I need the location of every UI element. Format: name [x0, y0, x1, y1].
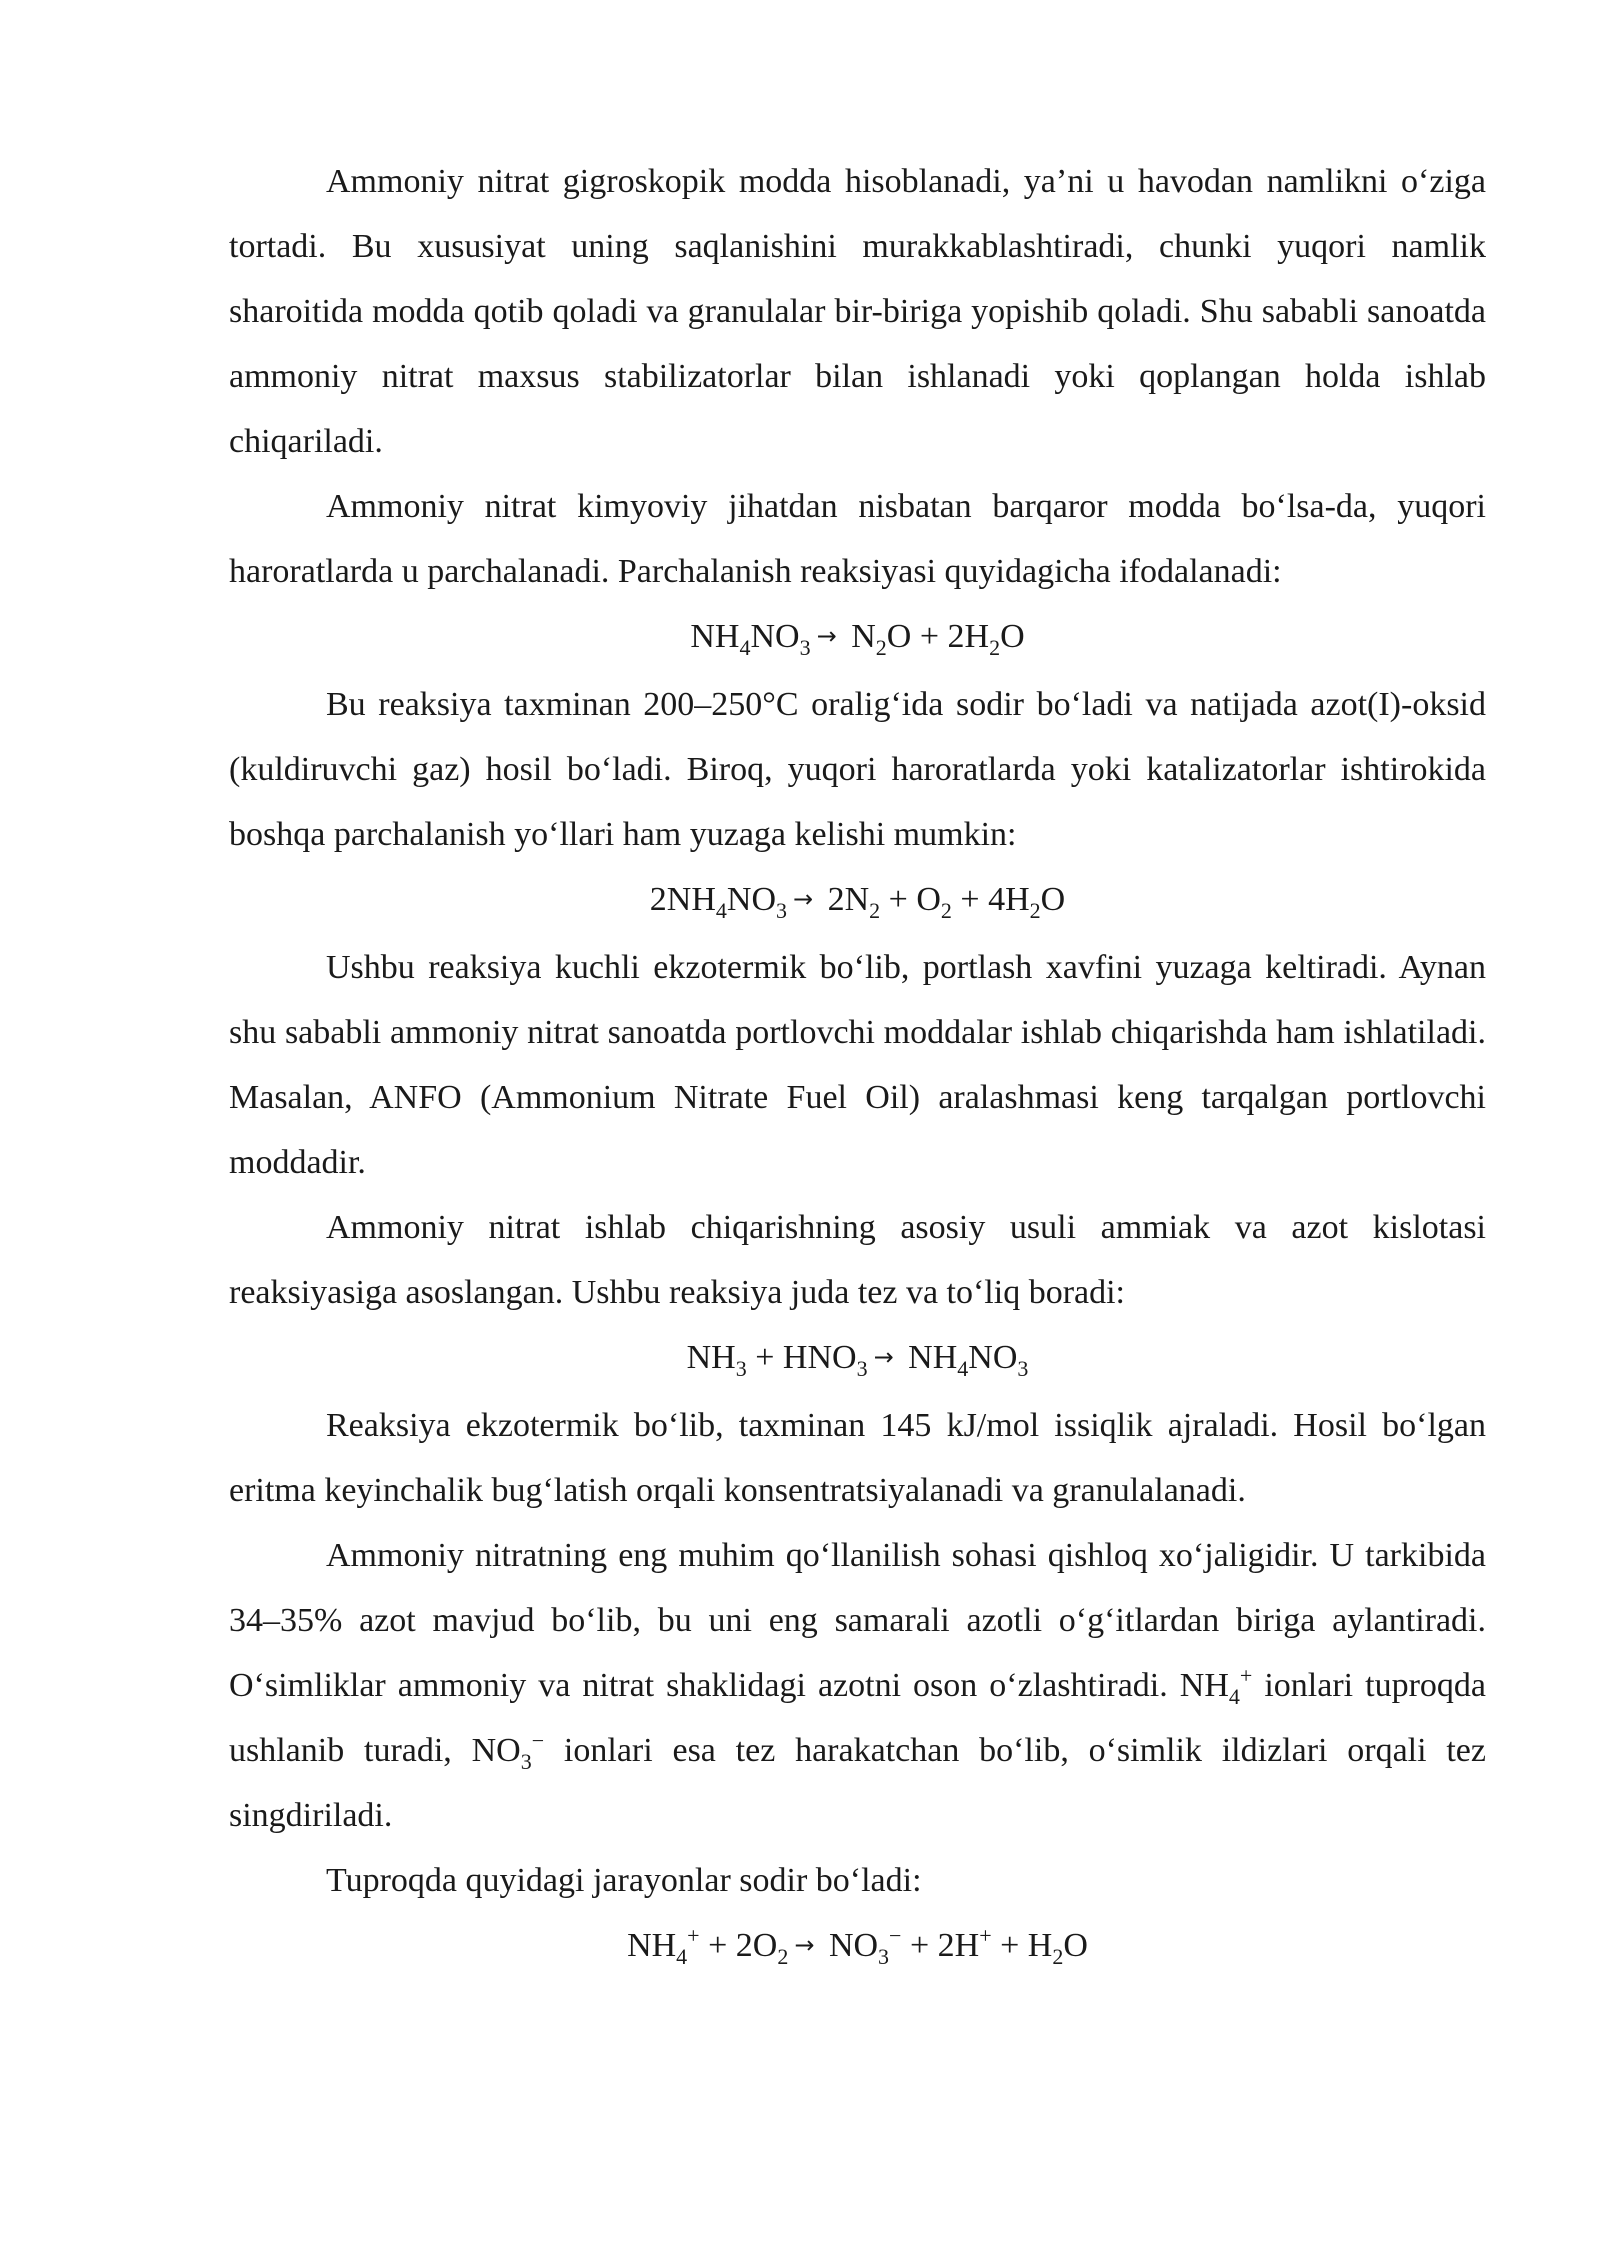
paragraph-reaction-temperature: Bu reaksiya taxminan 200–250°C oralig‘ida sodir bo‘ladi va natijada azot(I)-oksid (kuldiruvchi gaz) hosil bo‘ladi. Biroq, yuqori haroratlarda yoki katalizatorlar ishtirokida boshqa parchalanish yo‘llari ham yuzaga kelishi mumkin:: [229, 686, 1486, 853]
eq3-sub: 4: [957, 1356, 969, 1381]
eq3-sub: 3: [735, 1356, 747, 1381]
eq4-sub: 2: [777, 1944, 789, 1969]
equation-decomposition-n2o: [229, 604, 1486, 672]
paragraph-explosive: Ushbu reaksiya kuchli ekzotermik bo‘lib, portlash xavfini yuzaga keltiradi. Aynan shu sababli ammoniy nitrat sanoatda portlovchi moddalar ishlab chiqarishda ham ishlatiladi. Masalan, ANFO (Ammonium Nitrate Fuel Oil) aralashmasi keng tarqalgan portlovchi moddadir.: [229, 949, 1486, 1181]
eq2-text: 2N: [819, 881, 870, 918]
eq2-sub: 4: [715, 898, 727, 923]
eq2-sub: 3: [776, 898, 787, 923]
document-page: [229, 149, 1486, 1981]
paragraph-exothermic: Reaksiya ekzotermik bo‘lib, taxminan 145 kJ/mol issiqlik ajraladi. Hosil bo‘lgan eritma keyinchalik bug‘latish orqali konsentratsiyalanadi va granulalanadi.: [229, 1407, 1486, 1509]
eq3-text: + HNO: [746, 1339, 857, 1376]
ion-charge: +: [1239, 1663, 1253, 1688]
eq1-text: N: [842, 618, 876, 655]
agriculture-text: ionlari tuproqda ushlanib turadi, NO: [229, 1667, 1486, 1769]
eq4-charge: −: [889, 1923, 902, 1948]
eq1-sub: 3: [799, 635, 811, 660]
eq1-sub: 2: [875, 635, 887, 660]
eq1-text: O: [1000, 618, 1025, 655]
equation-synthesis: [229, 1325, 1486, 1393]
eq2-text: O: [1040, 881, 1066, 918]
eq3-text: NH: [899, 1339, 958, 1376]
reaction-arrow-icon: →: [873, 1343, 894, 1371]
eq1-text: NH: [690, 618, 740, 655]
eq2-text: NO: [726, 881, 776, 918]
eq4-text: + 2O: [699, 1927, 778, 1964]
eq4-text: + 2H: [901, 1927, 980, 1964]
eq4-charge: +: [687, 1923, 700, 1948]
eq3-sub: 3: [856, 1356, 868, 1381]
eq2-sub: 2: [940, 898, 952, 923]
eq3-text: NO: [968, 1339, 1018, 1376]
paragraph-decomposition: Ammoniy nitrat kimyoviy jihatdan nisbatan barqaror modda bo‘lsa-da, yuqori haroratlarda u parchalanadi. Parchalanish reaksiyasi quyidagicha ifodalanadi:: [229, 488, 1486, 590]
paragraph-production: Ammoniy nitrat ishlab chiqarishning asosiy usuli ammiak va azot kislotasi reaksiyasiga asoslangan. Ushbu reaksiya juda tez va to‘liq boradi:: [229, 1209, 1486, 1311]
eq3-sub: 3: [1017, 1356, 1029, 1381]
reaction-arrow-icon: →: [793, 885, 814, 913]
paragraph-agriculture: [229, 1523, 1486, 1848]
eq2-text: + 4H: [951, 881, 1030, 918]
eq3-text: NH: [686, 1339, 736, 1376]
eq1-sub: 4: [739, 635, 751, 660]
reaction-arrow-icon: →: [816, 622, 837, 650]
reaction-arrow-icon: →: [794, 1931, 815, 1959]
eq4-sub: 2: [1052, 1944, 1064, 1969]
eq2-sub: 2: [869, 898, 881, 923]
agriculture-text: ionlari esa tez harakatchan bo‘lib, o‘simlik ildizlari orqali tez singdiriladi.: [229, 1732, 1486, 1834]
eq4-text: O: [1063, 1927, 1088, 1964]
equation-decomposition-n2: [229, 867, 1486, 935]
eq2-sub: 2: [1029, 898, 1041, 923]
eq4-text: NO: [820, 1927, 879, 1964]
eq1-text: O + 2H: [886, 618, 990, 655]
eq4-text: + H: [991, 1927, 1053, 1964]
paragraph-hygroscopic: Ammoniy nitrat gigroskopik modda hisoblanadi, ya’ni u havodan namlikni o‘ziga tortadi. Bu xususiyat uning saqlanishini murakkablashtiradi, chunki yuqori namlik sharoitida modda qotib qoladi va granulalar bir-biriga yopishib qoladi. Shu sababli sanoatda ammoniy nitrat maxsus stabilizatorlar bilan ishlanadi yoki qoplangan holda ishlab chiqariladi.: [229, 163, 1486, 460]
paragraph-soil-processes: Tuproqda quyidagi jarayonlar sodir bo‘ladi:: [326, 1862, 922, 1899]
eq1-sub: 2: [989, 635, 1001, 660]
ion-charge: −: [531, 1728, 545, 1753]
eq4-charge: +: [979, 1923, 992, 1948]
eq2-text: + O: [880, 881, 941, 918]
eq2-text: 2NH: [649, 881, 716, 918]
eq4-sub: 3: [878, 1944, 890, 1969]
eq1-text: NO: [750, 618, 800, 655]
eq4-sub: 4: [676, 1944, 688, 1969]
ion-subscript: 3: [520, 1749, 532, 1774]
agriculture-text: Ammoniy nitratning eng muhim qo‘llanilish sohasi qishloq xo‘jaligidir. U tarkibida 34–35% azot mavjud bo‘lib, bu uni eng samarali azotli o‘g‘itlardan biriga aylantiradi. O‘simliklar ammoniy va nitrat shaklidagi azotni oson o‘zlashtiradi. NH: [229, 1537, 1486, 1704]
eq4-text: NH: [627, 1927, 677, 1964]
equation-nitrification: [229, 1913, 1486, 1981]
ion-subscript: 4: [1228, 1684, 1240, 1709]
